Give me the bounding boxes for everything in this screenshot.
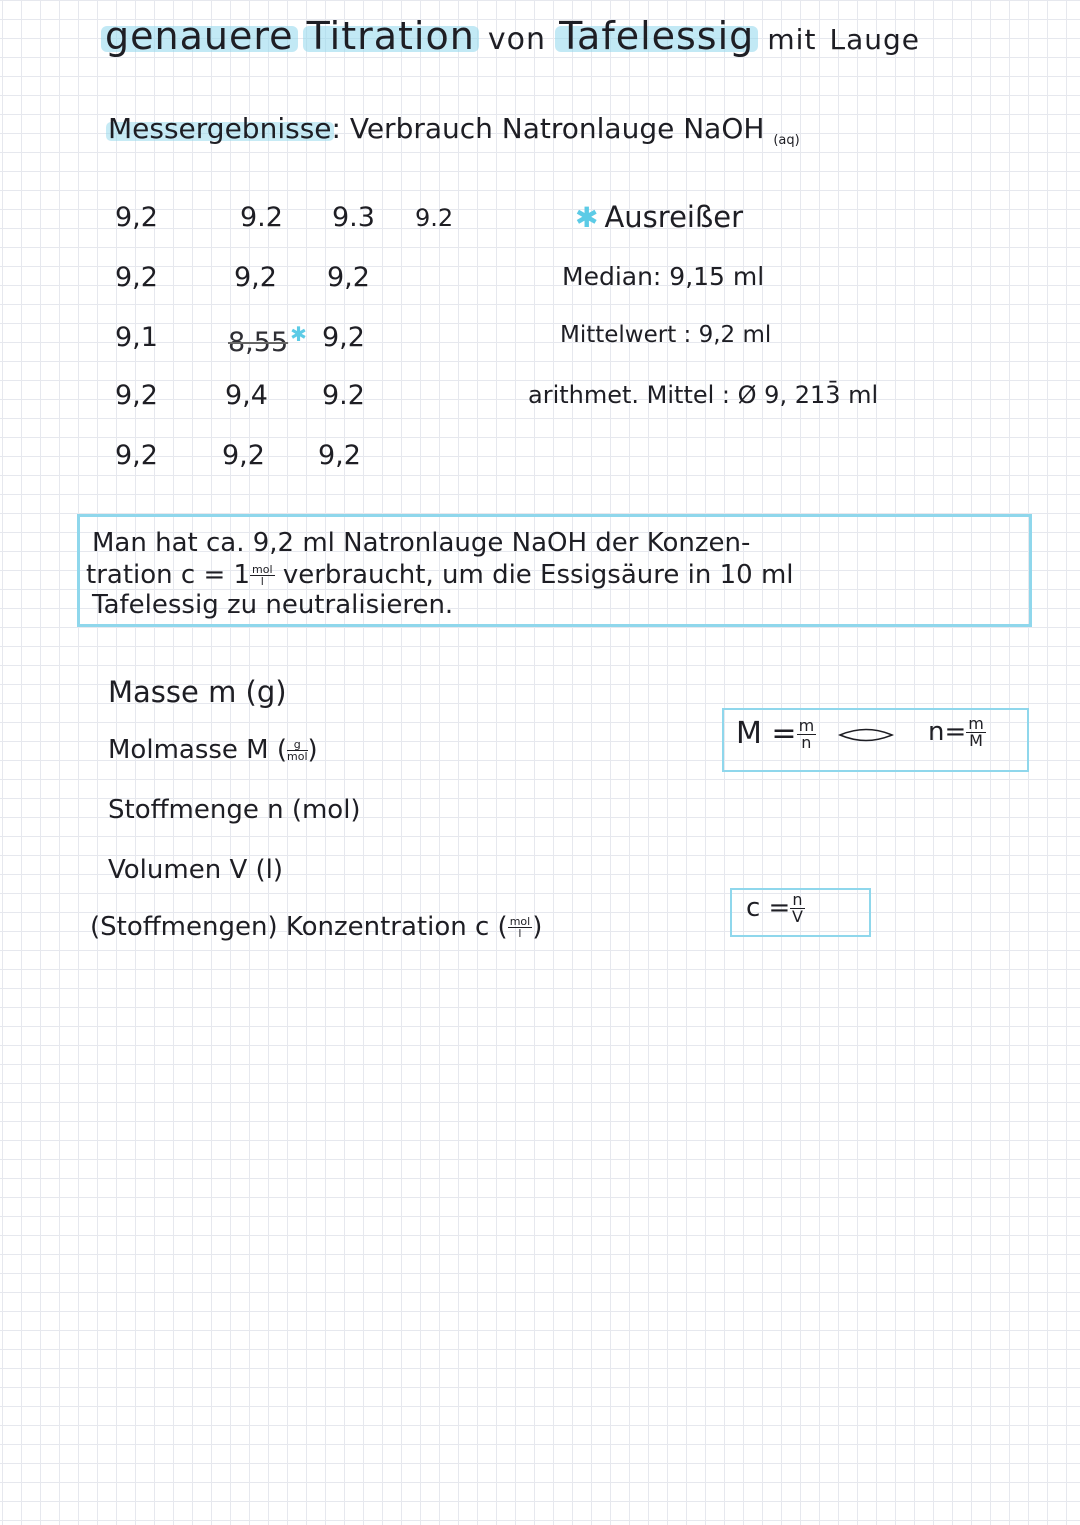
measurement-value: 9,2: [327, 262, 370, 293]
def-konz-label: (Stoffmengen) Konzentration c (: [90, 912, 508, 942]
molmasse-unit-fraction: [287, 739, 308, 762]
measurement-value: 9,2: [115, 202, 158, 233]
formula-amount-fraction: [966, 716, 986, 749]
conclusion-line-2b: verbraucht, um die Essigsäure in 10 ml: [274, 560, 794, 590]
def-konz-close: ): [532, 912, 543, 942]
def-stoffmenge: Stoffmenge n (mol): [108, 795, 361, 825]
conclusion-line-2a: tration c = 1: [86, 560, 251, 590]
outlier-legend-label: Ausreißer: [604, 200, 744, 234]
fraction-numerator: m: [968, 714, 984, 733]
outlier-value: 8,55: [228, 327, 289, 358]
subtitle-label: Messergebnisse: [108, 112, 332, 145]
formula-concentration: [746, 892, 805, 925]
conclusion-unit-fraction: [250, 564, 275, 587]
fraction-numerator: mol: [509, 915, 531, 928]
page-title: [105, 14, 920, 58]
outlier-star-icon: ✱: [290, 322, 307, 346]
measurement-value: 9,2: [115, 440, 158, 471]
fraction-denominator: M: [969, 731, 983, 750]
title-word-tafelessig: Tafelessig: [559, 14, 755, 58]
fraction-numerator: g: [287, 739, 308, 751]
measurement-value: 9,2: [115, 380, 158, 411]
arithmetic-mean-text: arithmet. Mittel : Ø 9, 213̄ ml: [528, 381, 879, 409]
title-word-lauge: Lauge: [829, 23, 921, 56]
fraction-denominator: V: [791, 907, 803, 926]
measurement-value: 9,2: [234, 262, 277, 293]
def-konzentration: [90, 912, 542, 942]
formula-molmass-lhs: M =: [736, 716, 797, 751]
fraction-denominator: l: [260, 575, 264, 588]
subtitle-aq: (aq): [773, 133, 800, 148]
title-word-genauere: genauere: [105, 14, 294, 58]
measurement-value: 9,1: [115, 322, 158, 353]
mean-text: Mittelwert : 9,2 ml: [560, 322, 772, 348]
asterisk-icon: ✱: [575, 201, 599, 234]
measurement-value: 9,2: [318, 440, 361, 471]
def-molmasse: [108, 735, 318, 765]
measurement-value: 9.2: [322, 380, 365, 411]
measurement-value: 9,4: [225, 380, 268, 411]
measurement-value: 9,2: [322, 322, 365, 353]
equivalence-arrow-icon: [838, 726, 894, 744]
median-text: Median: 9,15 ml: [562, 262, 765, 291]
formula-molmass: [736, 716, 816, 751]
measurement-value: 9.3: [332, 202, 375, 233]
measurement-value: 9.2: [240, 202, 283, 233]
fraction-numerator: n: [792, 890, 803, 909]
outlier-legend: [575, 200, 743, 234]
formula-concentration-fraction: [790, 892, 804, 925]
measurement-value: 9.2: [415, 204, 454, 232]
subtitle: [108, 112, 800, 148]
measurement-value: 9,2: [115, 262, 158, 293]
def-volumen: Volumen V (l): [108, 855, 284, 885]
formula-concentration-lhs: c =: [746, 893, 791, 923]
fraction-denominator: l: [518, 927, 522, 940]
measurement-value: 9,2: [222, 440, 265, 471]
title-word-mit: mit: [767, 23, 817, 56]
fraction-denominator: n: [801, 733, 812, 752]
formula-molmass-fraction: [797, 718, 817, 751]
fraction-numerator: m: [798, 716, 815, 735]
def-masse: Masse m (g): [108, 675, 287, 709]
def-molmasse-label: Molmasse M (: [108, 735, 288, 765]
conclusion-line-2: [86, 560, 794, 590]
title-word-titration: Titration: [306, 14, 475, 58]
title-word-von: von: [487, 22, 547, 57]
formula-amount-lhs: n=: [928, 717, 967, 747]
conclusion-line-1: Man hat ca. 9,2 ml Natronlauge NaOH der Konzen-: [92, 528, 751, 558]
def-molmasse-close: ): [307, 735, 318, 765]
formula-amount: [928, 716, 986, 749]
measurement-outlier: [228, 322, 307, 358]
konz-unit-fraction: [508, 916, 533, 939]
subtitle-text: : Verbrauch Natronlauge NaOH: [331, 112, 765, 145]
fraction-numerator: mol: [252, 563, 273, 576]
fraction-denominator: mol: [287, 750, 308, 763]
conclusion-line-3: Tafelessig zu neutralisieren.: [92, 590, 454, 620]
